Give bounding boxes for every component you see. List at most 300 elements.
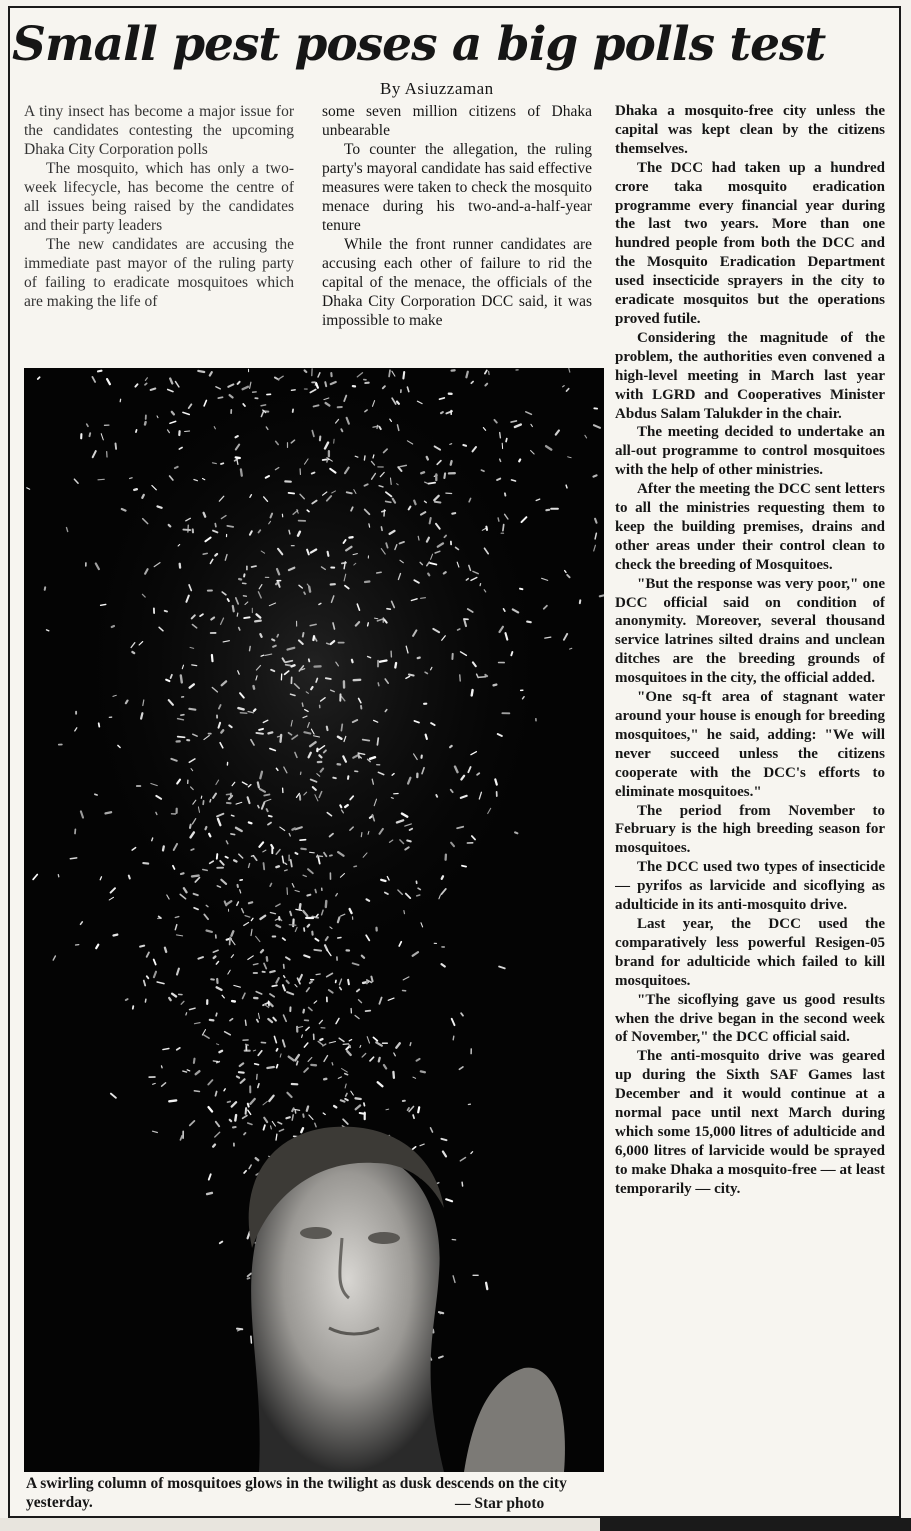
mosquito-speck <box>169 998 171 1000</box>
mosquito-speck <box>209 834 210 837</box>
mosquito-speck <box>58 875 59 877</box>
mosquito-speck <box>239 1072 244 1073</box>
mosquito-speck <box>194 1091 199 1092</box>
mosquito-speck <box>330 855 332 856</box>
mosquito-speck <box>133 1006 134 1009</box>
mosquito-speck <box>472 690 473 695</box>
mosquito-speck <box>303 633 304 637</box>
mosquito-speck <box>272 639 274 640</box>
mosquito-speck <box>327 643 330 644</box>
mosquito-speck <box>292 1108 294 1111</box>
mosquito-speck <box>441 1139 446 1140</box>
mosquito-speck <box>580 600 581 603</box>
mosquito-speck <box>264 795 269 796</box>
bottom-rule <box>600 1518 911 1531</box>
mosquito-speck <box>381 880 385 881</box>
mosquito-speck <box>267 1067 273 1068</box>
mosquito-speck <box>319 603 321 604</box>
mosquito-speck <box>186 1013 187 1015</box>
mosquito-speck <box>444 473 445 478</box>
mosquito-speck <box>309 659 310 661</box>
mosquito-speck <box>497 479 500 480</box>
mosquito-speck <box>181 676 182 683</box>
mosquito-speck <box>114 935 118 936</box>
mosquito-speck <box>134 489 137 490</box>
mosquito-speck <box>286 665 291 666</box>
mosquito-speck <box>430 518 431 523</box>
mosquito-speck <box>307 895 310 896</box>
mosquito-speck <box>345 1074 348 1075</box>
headline: Small pest poses a big polls test <box>12 17 826 72</box>
paragraph: The period from November to February is the high breeding season for mosquitoes. <box>615 802 885 857</box>
mosquito-speck <box>45 587 46 590</box>
mosquito-speck <box>87 424 88 426</box>
mosquito-speck <box>206 827 207 829</box>
mosquito-speck <box>169 525 171 527</box>
mosquito-speck <box>332 1063 333 1065</box>
mosquito-speck <box>70 858 76 859</box>
mosquito-speck <box>511 652 512 655</box>
mosquito-speck <box>285 870 288 871</box>
mosquito-speck <box>237 1077 239 1078</box>
mosquito-speck <box>147 976 149 978</box>
mosquito-speck <box>142 495 144 498</box>
mosquito-speck <box>236 436 238 437</box>
mosquito-speck <box>163 846 164 850</box>
mosquito-speck <box>303 1010 304 1013</box>
mosquito-speck <box>171 675 172 678</box>
column-1 <box>24 102 294 367</box>
mosquito-speck <box>286 1117 289 1118</box>
mosquito-speck <box>241 469 242 475</box>
mosquito-speck <box>313 636 314 640</box>
mosquito-speck <box>290 912 291 916</box>
mosquito-speck <box>140 946 144 947</box>
mosquito-speck <box>495 779 497 784</box>
mosquito-speck <box>246 1108 247 1114</box>
mosquito-speck <box>436 795 437 797</box>
mosquito-speck <box>289 530 290 534</box>
mosquito-speck <box>126 701 128 704</box>
mosquito-speck <box>270 971 275 972</box>
paragraph: To counter the allegation, the ruling party's mayoral candidate has said effective measures were taken to check the mosquito menace during his two-and-a-half-year tenure <box>322 141 592 234</box>
mosquito-speck <box>327 727 328 730</box>
mosquito-speck <box>377 572 381 573</box>
mosquito-speck <box>232 931 234 935</box>
mosquito-speck <box>307 1107 308 1111</box>
mosquito-speck <box>421 472 424 473</box>
mosquito-speck <box>152 838 153 841</box>
mosquito-speck <box>277 1065 278 1068</box>
mosquito-speck <box>250 647 251 651</box>
mosquito-speck <box>145 999 146 1002</box>
mosquito-speck <box>291 860 292 867</box>
mosquito-speck <box>126 999 128 1000</box>
mosquito-speck <box>254 709 256 711</box>
mosquito-speck <box>239 628 240 630</box>
mosquito-speck <box>38 377 40 379</box>
mosquito-speck <box>362 956 364 958</box>
mosquito-speck <box>463 445 466 446</box>
mosquito-speck <box>207 1193 212 1194</box>
mosquito-speck <box>143 863 148 864</box>
mosquito-speck <box>260 634 261 637</box>
mosquito-speck <box>489 371 490 374</box>
mosquito-speck <box>407 841 410 842</box>
mosquito-speck <box>207 931 212 932</box>
mosquito-speck <box>387 609 390 610</box>
mosquito-speck <box>515 832 517 833</box>
mosquito-speck <box>421 1071 425 1072</box>
mosquito-speck <box>258 806 259 808</box>
mosquito-speck <box>228 1102 231 1103</box>
mosquito-speck <box>364 1103 365 1106</box>
mosquito-speck <box>259 729 263 730</box>
mosquito-speck <box>316 974 320 975</box>
mosquito-speck <box>145 383 147 384</box>
mosquito-speck <box>485 384 487 386</box>
mosquito-speck <box>219 1051 222 1052</box>
mosquito-speck <box>273 646 276 647</box>
mosquito-speck <box>249 902 252 903</box>
mosquito-speck <box>315 890 316 893</box>
mosquito-speck <box>458 629 460 630</box>
mosquito-speck <box>340 805 341 807</box>
mosquito-speck <box>106 812 112 813</box>
mosquito-speck <box>192 876 199 877</box>
mosquito-speck <box>363 740 370 741</box>
mosquito-speck <box>314 950 321 951</box>
mosquito-speck <box>309 587 310 592</box>
paragraph: "One sq-ft area of stagnant water around your house is enough for breeding mosquitoes," he said, adding: "We will never succeed unless the citizens cooperate with the DCC's efforts to eliminate mosquitoes." <box>615 689 885 800</box>
mosquito-speck <box>268 732 272 733</box>
mosquito-speck <box>235 1115 236 1121</box>
mosquito-speck <box>232 815 234 816</box>
mosquito-speck <box>371 977 372 982</box>
mosquito-speck <box>450 444 452 445</box>
mosquito-speck <box>217 854 218 859</box>
mosquito-speck <box>141 713 142 718</box>
mosquito-speck <box>237 1329 242 1330</box>
mosquito-speck <box>318 856 323 857</box>
mosquito-speck <box>272 985 277 986</box>
mosquito-speck <box>503 525 504 531</box>
mosquito-speck <box>308 925 310 927</box>
mosquito-speck <box>462 1182 463 1186</box>
mosquito-speck <box>500 459 501 461</box>
mosquito-speck <box>326 678 331 679</box>
mosquito-speck <box>130 478 133 479</box>
mosquito-speck <box>291 390 295 391</box>
mosquito-speck <box>257 1020 258 1022</box>
mosquito-speck <box>365 582 369 583</box>
paragraph: Last year, the DCC used the comparatively less powerful Resigen-05 brand for adulticide which failed to kill mosquitoes. <box>615 915 885 989</box>
mosquito-speck <box>391 798 393 799</box>
mosquito-speck <box>292 1115 293 1120</box>
mosquito-speck <box>194 894 198 895</box>
mosquito-speck <box>172 412 174 415</box>
mosquito-speck <box>338 917 340 922</box>
mosquito-speck <box>450 746 452 747</box>
mosquito-speck <box>418 536 419 540</box>
mosquito-speck <box>320 1039 322 1040</box>
mosquito-speck <box>354 866 356 867</box>
mosquito-speck <box>296 853 298 854</box>
mosquito-speck <box>166 680 169 681</box>
mosquito-speck <box>239 579 241 580</box>
mosquito-speck <box>240 713 246 714</box>
mosquito-speck <box>345 1099 348 1100</box>
paragraph: "But the response was very poor," one DCC official said on condition of anonymity. Moreover, several thousand service latrines silted drains and unclean ditches are the breeding grounds of mosquitoes in the city, the official added. <box>615 575 885 687</box>
mosquito-speck <box>302 1035 303 1038</box>
mosquito-speck <box>500 433 501 438</box>
mosquito-speck <box>328 552 329 556</box>
mosquito-speck <box>295 1111 296 1114</box>
mosquito-speck <box>435 502 441 503</box>
mosquito-speck <box>214 957 216 959</box>
mosquito-speck <box>333 778 336 779</box>
mosquito-speck <box>439 1356 443 1357</box>
mosquito-speck <box>189 709 195 710</box>
mosquito-speck <box>281 735 282 742</box>
mosquito-speck <box>132 652 134 653</box>
mosquito-speck <box>95 794 97 795</box>
mosquito-speck <box>511 421 516 422</box>
mosquito-speck <box>428 574 429 576</box>
mosquito-speck <box>341 429 342 431</box>
paragraph: "The sicoflying gave us good results when the drive began in the second week of November," the DCC official said. <box>615 991 885 1046</box>
mosquito-speck <box>190 825 191 828</box>
mosquito-speck <box>255 621 261 622</box>
mosquito-speck <box>231 834 235 835</box>
mosquito-speck <box>261 405 266 406</box>
mosquito-speck <box>271 845 273 848</box>
mosquito-speck <box>267 809 268 811</box>
paragraph: The new candidates are accusing the immediate past mayor of the ruling party of failing to eradicate mosquitoes which are making the life of <box>24 236 294 310</box>
mosquito-speck <box>227 526 233 527</box>
mosquito-speck <box>230 1120 232 1121</box>
mosquito-speck <box>395 663 396 668</box>
mosquito-speck <box>264 863 265 869</box>
mosquito-speck <box>300 840 306 841</box>
mosquito-speck <box>269 1001 270 1006</box>
mosquito-speck <box>228 599 229 601</box>
mosquito-speck <box>451 461 452 465</box>
paragraph: While the front runner candidates are accusing each other of failure to rid the capital of the menace, the officials of the Dhaka City Corporation DCC said, it was impossible to make <box>322 236 592 329</box>
photo-credit: — Star photo <box>455 1495 545 1512</box>
mosquito-speck <box>453 1036 454 1040</box>
mosquito-speck <box>439 1312 443 1313</box>
mosquito-speck <box>301 849 306 850</box>
mosquito-speck <box>343 1044 348 1045</box>
mosquito-speck <box>169 1100 176 1101</box>
mosquito-speck <box>285 863 287 864</box>
mosquito-speck <box>221 463 223 464</box>
mosquito-speck <box>378 683 379 686</box>
mosquito-speck <box>181 873 184 874</box>
mosquito-speck <box>486 1283 487 1289</box>
mosquito-speck <box>386 501 391 502</box>
mosquito-speck <box>444 572 446 573</box>
mosquito-speck <box>246 1044 249 1045</box>
mosquito-speck <box>201 796 202 798</box>
mosquito-speck <box>310 852 315 853</box>
mosquito-speck <box>311 687 313 689</box>
mosquito-speck <box>600 595 604 596</box>
mosquito-speck <box>183 1071 187 1072</box>
mosquito-speck <box>356 1098 361 1099</box>
mosquito-speck <box>181 715 184 716</box>
mosquito-speck <box>594 475 597 476</box>
mosquito-speck <box>212 655 213 661</box>
mosquito-speck <box>425 672 427 673</box>
mosquito-speck <box>370 757 375 759</box>
mosquito-speck <box>418 658 420 659</box>
mosquito-speck <box>203 553 207 554</box>
mosquito-speck <box>421 598 426 599</box>
mosquito-speck <box>404 911 405 914</box>
mosquito-speck <box>452 513 455 514</box>
mosquito-speck <box>251 1336 252 1343</box>
mosquito-speck <box>258 782 259 787</box>
mosquito-speck <box>347 492 352 493</box>
mosquito-speck <box>505 493 506 495</box>
byline: By Asiuzzaman <box>380 79 494 98</box>
mosquito-speck <box>256 1158 259 1160</box>
mosquito-speck <box>210 1020 214 1021</box>
mosquito-speck <box>520 589 522 590</box>
mosquito-speck <box>256 733 263 734</box>
mosquito-speck <box>413 1115 414 1118</box>
mosquito-speck <box>234 860 236 861</box>
paragraph: some seven million citizens of Dhaka unbearable <box>322 103 592 139</box>
mosquito-speck <box>165 611 167 612</box>
mosquito-speck <box>271 1126 272 1129</box>
mosquito-speck <box>380 661 387 662</box>
mosquito-speck <box>368 623 369 626</box>
mosquito-speck <box>327 458 328 462</box>
mosquito-speck <box>519 460 520 462</box>
mosquito-speck <box>314 405 319 406</box>
photo-image <box>24 368 604 1472</box>
mosquito-speck <box>304 592 305 594</box>
mosquito-speck <box>312 473 315 474</box>
mosquito-speck <box>129 876 130 879</box>
mosquito-speck <box>213 1061 217 1062</box>
mosquito-speck <box>386 1109 389 1110</box>
mosquito-speck <box>178 737 185 738</box>
mosquito-speck <box>352 660 353 662</box>
column-3 <box>615 102 885 1502</box>
mosquito-speck <box>397 402 399 404</box>
mosquito-speck <box>377 425 378 428</box>
bottom-strip <box>0 1518 600 1531</box>
paragraph: The mosquito, which has only a two-week lifecycle, has become the centre of all issues being raised by the candidates and their party leaders <box>24 160 294 234</box>
mosquito-speck <box>595 519 596 523</box>
paragraph: After the meeting the DCC sent letters to all the ministries requesting them to keep the building premises, drains and other areas under their control clean to check the breeding of Mosquitoes. <box>615 481 885 573</box>
mosquito-speck <box>428 483 435 484</box>
mosquito-speck <box>379 1058 380 1062</box>
mosquito-speck <box>289 493 295 494</box>
mosquito-speck <box>233 606 234 611</box>
mosquito-speck <box>301 1128 303 1132</box>
mosquito-speck <box>248 1278 250 1279</box>
mosquito-speck <box>289 925 296 926</box>
mosquito-speck <box>99 723 100 726</box>
mosquito-speck <box>477 773 479 775</box>
mosquito-speck <box>345 805 348 807</box>
mosquito-speck <box>215 524 216 527</box>
mosquito-speck <box>192 665 197 666</box>
mosquito-speck <box>210 800 211 802</box>
mosquito-speck <box>341 724 342 730</box>
mosquito-speck <box>297 1061 298 1064</box>
mosquito-speck <box>252 566 256 567</box>
mosquito-speck <box>101 604 106 605</box>
mosquito-speck <box>494 685 497 686</box>
mosquito-speck <box>375 618 378 619</box>
mosquito-speck <box>341 1100 345 1101</box>
mosquito-speck <box>145 422 146 424</box>
mosquito-speck <box>426 735 427 739</box>
mosquito-speck <box>221 730 223 732</box>
mosquito-speck <box>364 456 365 460</box>
mosquito-speck <box>245 1020 246 1025</box>
paragraph: The DCC had taken up a hundred crore taka mosquito eradication programme every financial year during the last two years. More than one hundred people from both the DCC and the Mosquito Eradication Department used insecticide sprayers in the city to eradicate mosquitos but the operations proved futile. <box>615 159 885 327</box>
mosquito-speck <box>258 1084 259 1088</box>
mosquito-speck <box>237 613 238 616</box>
mosquito-speck <box>441 412 443 413</box>
mosquito-speck <box>220 1242 223 1244</box>
mosquito-speck <box>486 527 487 530</box>
mosquito-speck <box>391 478 392 484</box>
mosquito-speck <box>90 433 91 436</box>
mosquito-speck <box>570 648 572 649</box>
paragraph: The meeting decided to undertake an all-out programme to control mosquitoes with the help of other ministries. <box>615 424 885 479</box>
mosquito-speck <box>236 457 240 458</box>
mosquito-speck <box>359 754 360 758</box>
mosquito-speck <box>466 372 467 378</box>
mosquito-speck <box>276 866 279 867</box>
mosquito-speck <box>194 1059 195 1063</box>
mosquito-speck <box>269 816 272 817</box>
mosquito-speck <box>349 1045 350 1047</box>
mosquito-speck <box>254 686 255 689</box>
photo-caption: A swirling column of mosquitoes glows in the twilight as dusk descends on the city yesterday. <box>26 1475 567 1511</box>
mosquito-speck <box>409 675 414 676</box>
mosquito-speck <box>158 506 162 507</box>
mosquito-speck <box>244 1133 246 1135</box>
mosquito-speck <box>369 524 370 527</box>
mosquito-speck <box>254 964 258 965</box>
mosquito-speck <box>479 677 486 678</box>
mosquito-speck <box>393 1072 394 1078</box>
mosquito-speck <box>248 1104 249 1107</box>
mosquito-speck <box>203 870 207 871</box>
mosquito-speck <box>403 372 404 378</box>
mosquito-speck <box>230 938 231 945</box>
mosquito-speck <box>305 370 307 372</box>
mosquito-speck <box>216 1013 217 1016</box>
mosquito-photo <box>24 368 604 1472</box>
mosquito-speck <box>122 509 126 511</box>
mosquito-speck <box>165 948 166 952</box>
mosquito-speck <box>480 584 481 586</box>
mosquito-speck <box>498 518 499 521</box>
mosquito-speck <box>198 371 204 372</box>
mosquito-speck <box>506 439 507 442</box>
mosquito-speck <box>442 876 443 879</box>
